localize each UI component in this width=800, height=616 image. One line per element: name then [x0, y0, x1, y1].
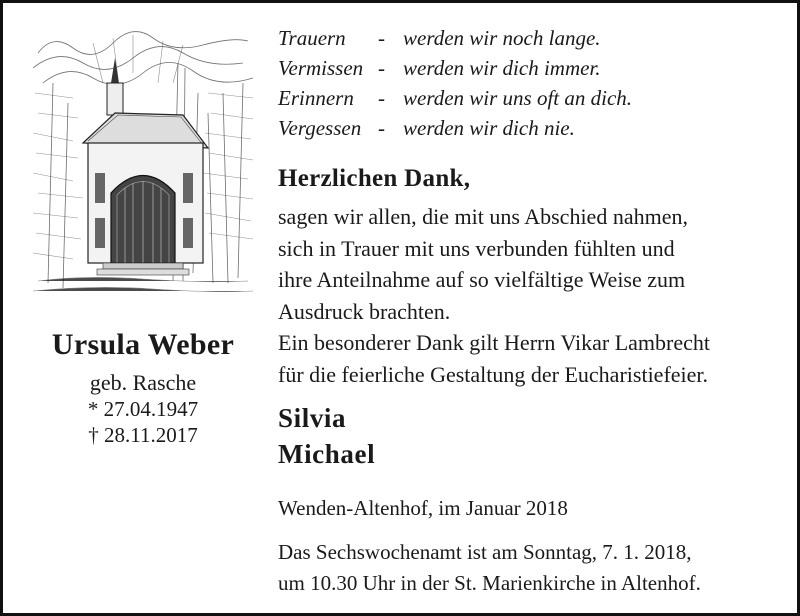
thanks-line: Ausdruck brachten.: [278, 298, 451, 324]
thanks-line: sich in Trauer mit uns verbunden fühlten und: [278, 235, 675, 261]
poem: [278, 23, 788, 143]
poem-word: Trauern: [278, 26, 346, 50]
signer-name: Silvia: [278, 403, 347, 433]
chapel-drawing: [33, 23, 255, 305]
poem-text: werden wir dich nie.: [403, 116, 575, 140]
thanks-heading: Herzlichen Dank,: [278, 165, 471, 192]
birth-date: * 27.04.1947: [87, 397, 199, 421]
poem-dash: -: [378, 86, 385, 110]
thanks-line: ihre Anteilnahme auf so vielfältige Weise zum: [278, 267, 686, 292]
poem-text: werden wir dich immer.: [403, 56, 601, 80]
signer-name: Michael: [278, 439, 376, 469]
poem-line: [278, 53, 788, 83]
thanks-line: sagen wir allen, die mit uns Abschied nahmen,: [278, 204, 688, 229]
poem-text: werden wir uns oft an dich.: [403, 86, 633, 110]
poem-line: [278, 83, 788, 113]
thanks-line: Ein besonderer Dank gilt Herrn Vikar Lambrecht: [278, 330, 711, 355]
mass-notice: [278, 537, 788, 599]
thanks-line: für die feierliche Gestaltung der Eucharistiefeier.: [278, 361, 709, 387]
poem-dash: -: [378, 26, 385, 50]
poem-dash: -: [378, 116, 385, 140]
poem-line: [278, 23, 788, 53]
poem-text: werden wir noch lange.: [403, 26, 601, 50]
notice-line: um 10.30 Uhr in der St. Marienkirche in Altenhof.: [278, 571, 701, 595]
poem-word: Erinnern: [278, 86, 354, 110]
poem-word: Vermissen: [278, 56, 364, 80]
death-date: † 28.11.2017: [88, 423, 198, 447]
poem-dash: -: [378, 56, 385, 80]
thanks-paragraph: [278, 201, 788, 390]
maiden-name: geb. Rasche: [89, 370, 197, 395]
deceased-info: [23, 328, 263, 448]
text-column: [278, 23, 788, 599]
deceased-name: Ursula Weber: [51, 328, 235, 361]
place-date: Wenden-Altenhof, im Januar 2018: [278, 496, 568, 520]
signers: [278, 400, 788, 472]
poem-line: [278, 113, 788, 143]
notice-line: Das Sechswochenamt ist am Sonntag, 7. 1. 2018,: [278, 540, 692, 564]
poem-word: Vergessen: [278, 116, 362, 140]
